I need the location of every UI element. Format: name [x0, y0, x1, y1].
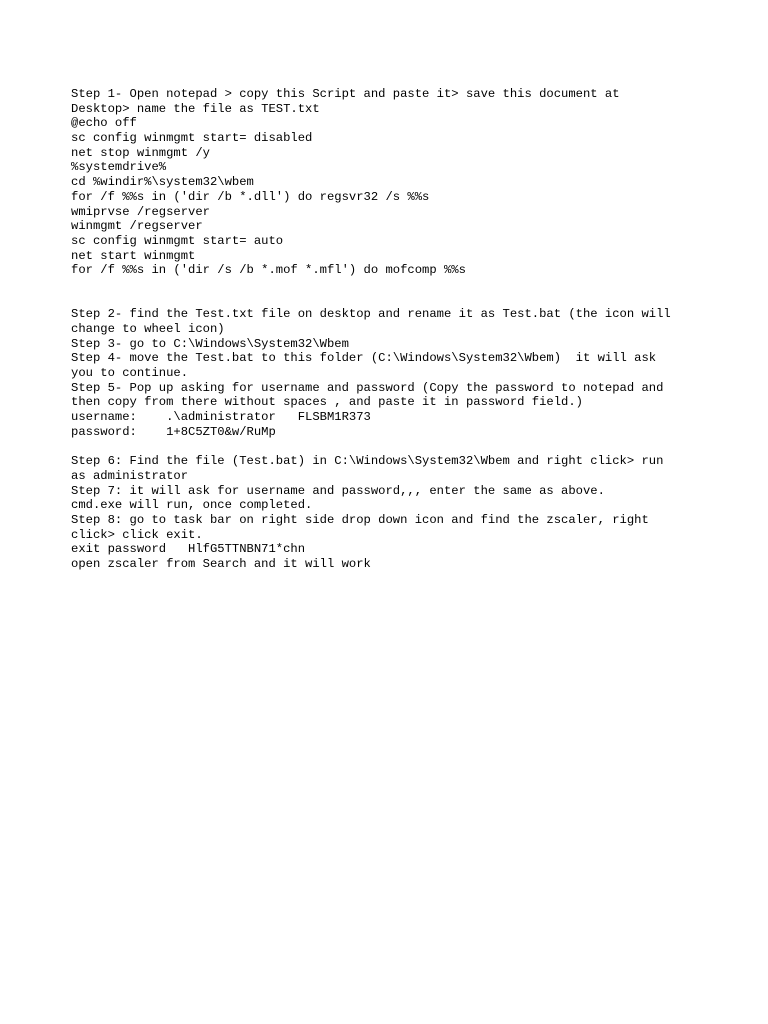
text-line: Desktop> name the file as TEST.txt	[71, 101, 320, 116]
text-line: Step 7: it will ask for username and password,,, enter the same as above.	[71, 483, 605, 498]
text-line: Step 1- Open notepad > copy this Script and paste it> save this document at	[71, 87, 620, 101]
text-line: Step 4- move the Test.bat to this folder (C:\Windows\System32\Wbem) it will ask	[71, 351, 657, 366]
text-line: click> click exit.	[71, 527, 203, 542]
text-line: for /f %%s in ('dir /b *.dll') do regsvr32 /s %%s	[71, 189, 430, 204]
text-line: net stop winmgmt /y	[71, 145, 210, 160]
text-line: change to wheel icon)	[71, 322, 225, 336]
text-line: open zscaler from Search and it will work	[71, 557, 371, 571]
text-line: Step 8: go to task bar on right side drop down icon and find the zscaler, right	[71, 512, 649, 527]
text-line: @echo off	[71, 116, 137, 131]
text-line: %systemdrive%	[71, 160, 167, 175]
blank-line	[71, 293, 751, 308]
text-line: cd %windir%\system32\wbem	[71, 175, 254, 190]
text-line: username: .\administrator FLSBM1R373	[71, 410, 371, 425]
blank-line	[71, 278, 751, 293]
text-line: sc config winmgmt start= disabled	[71, 131, 313, 146]
document-body	[71, 87, 751, 572]
text-line: password: 1+8C5ZT0&w/RuMp	[71, 424, 276, 439]
text-line: as administrator	[71, 468, 189, 483]
text-line: Step 5- Pop up asking for username and password (Copy the password to notepad and	[71, 380, 664, 395]
text-line: cmd.exe will run, once completed.	[71, 498, 313, 513]
text-line: sc config winmgmt start= auto	[71, 233, 284, 248]
text-line: then copy from there without spaces , and paste it in password field.)	[71, 395, 583, 410]
text-line: for /f %%s in ('dir /s /b *.mof *.mfl') do mofcomp %%s	[71, 263, 466, 278]
text-line: you to continue.	[71, 366, 189, 381]
text-line: winmgmt /regserver	[71, 219, 203, 234]
text-line: Step 3- go to C:\Windows\System32\Wbem	[71, 336, 349, 351]
blank-line	[71, 440, 751, 455]
text-line: Step 6: Find the file (Test.bat) in C:\Windows\System32\Wbem and right click> run	[71, 454, 664, 469]
text-line: net start winmgmt	[71, 248, 196, 263]
text-line: wmiprvse /regserver	[71, 204, 210, 219]
text-line: exit password HlfG5TTNBN71*chn	[71, 542, 306, 557]
text-line: Step 2- find the Test.txt file on desktop and rename it as Test.bat (the icon will	[71, 307, 671, 322]
